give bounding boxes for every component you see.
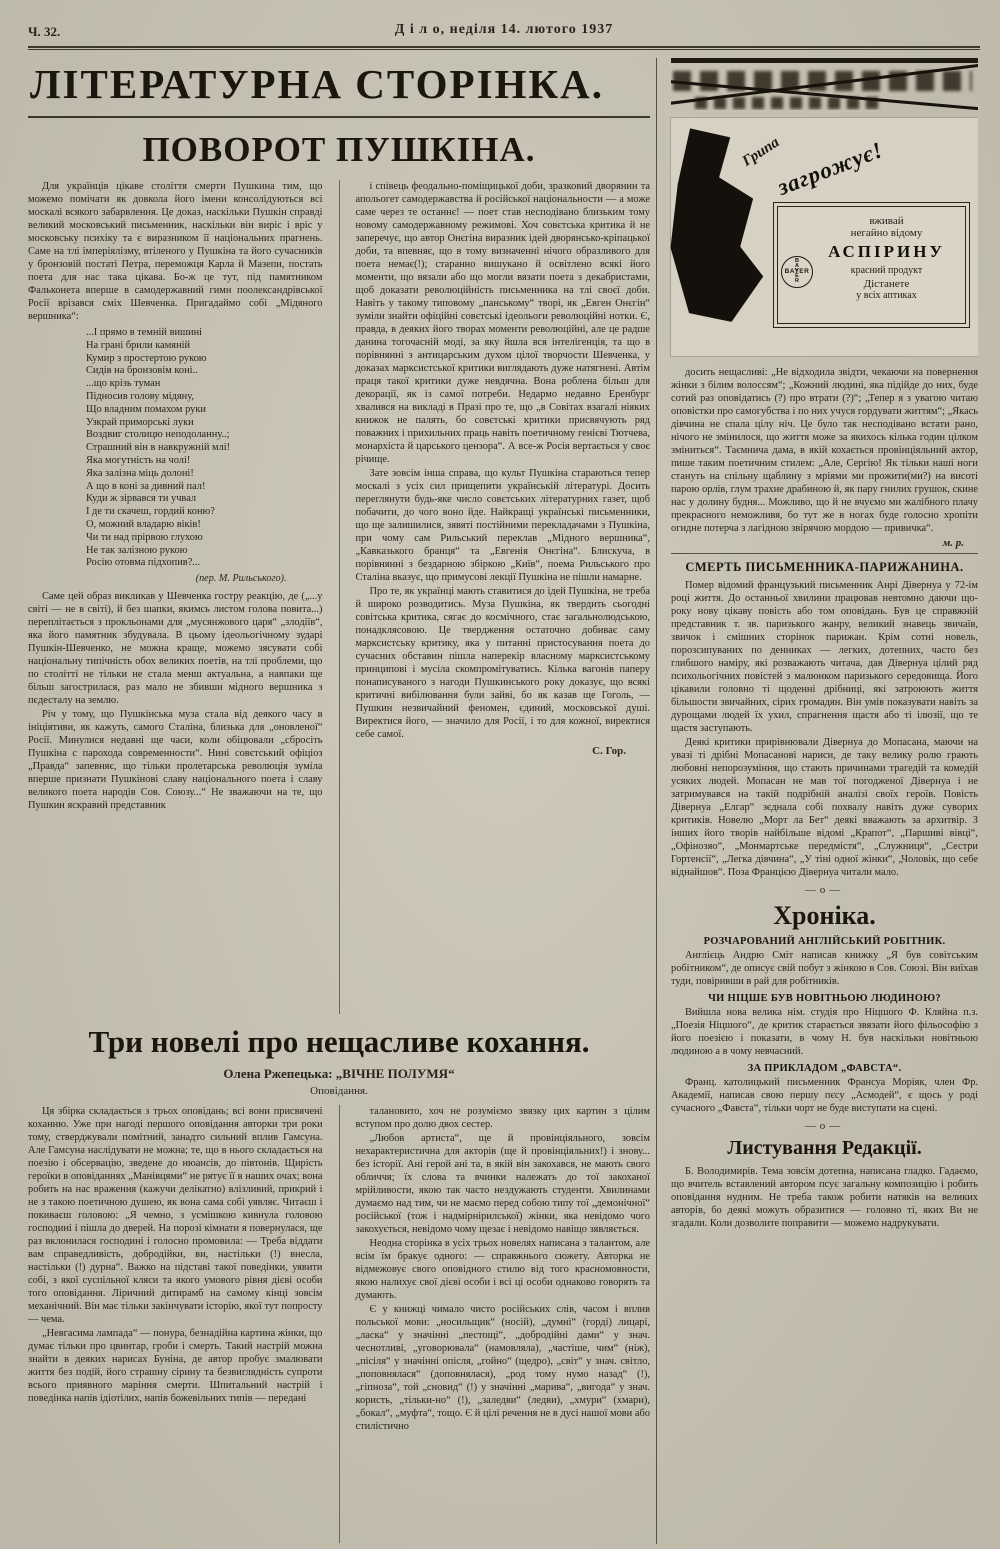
article-novels-col2	[339, 1105, 651, 1543]
poem-line: Страшний він в навкружній млі!	[86, 442, 231, 454]
pushkin-col1-intro	[28, 180, 323, 323]
poem-line: Кумир з простертою рукою	[86, 352, 207, 364]
article-pushkin-body	[28, 180, 650, 1014]
chronicle-item-heading: ЗА ПРИКЛАДОМ „ФАВСТА“.	[747, 1063, 902, 1074]
paragraph: і співець феодально-поміщицької доби, зразковий дворянин та апольогет самодержавства й російської національности — а може саме через те останнє! — поет став несподівано близьким тому новому самодержавному режимові. Хоч совєтська критика й не заперечує, що автор Онєгіна виразник ідей дворянсько-кріпацької доби, та впевняє, що в тому визначенні нічого образливого для поета немає(!); старанно вишукано й освітлено всякі його моменти, що вязали або що могли вязати поета з декабристами, щоб доказати революційність письменника на тлі своєї доби. Навіть у такому типовому „панському“ творі, як „Евген Онєгін“ зуміли знайти офіційні совєтські ідеольоги революційні нотки. Є, правда, в деяких його творах моменти революційні, але це радше данина тогочасній моді, за яку йшла вся інтелігенція, та що в порівнянні з антицарським духом цілої творчости Шевченка, у доказах марксистської критики виглядають дуже натягнені. Автім праця такої критики дуже невдячна. Вона роблена більш для декорації, як із самої потреби. Недармо недавно Еренбург хвалився на викладі в Празі про те, що „в Совітах взагалі ніяких книжок не палять, бо совєтські критики присвячують ряд поважних і прихильних праць навіть поетичному генієві Тютчева, монархіста й царського цензора“. А все-ж Росія вертається у своє річище.	[355, 181, 650, 465]
bayer-cross-icon	[781, 256, 813, 288]
poem-line: Не так залізною рукою	[86, 544, 188, 556]
paragraph: Зате зовсім інша справа, що культ Пушкіна стараються тепер москалі з усіх сил прищепити українській літературі. Досить переглянути будь-яке число совєтських літературних газет, щоб побачити, до чого воно йде. Найкращі українські письменники, що ще залишилися, зявяті постійними перекладачами з Пушкіна, при чому сам Рильський переклав „Мідного вершника“, „Кавказького бранця“ та „Евгенія Онєгіна“. Блискуча, в порівнянні з бездарною збіркою „Київ“, поема Рильського про Сталіна вказує, що примусові лекції Пушкіна не пішли намарне.	[355, 468, 650, 583]
chronicle-item-text: Вийшла нова велика нім. студія про Ніцшого Ф. Кляйна п.з. „Поезія Ніцшого“, де критик старається звязати його фільософію з його поезією і показати, в чому Н. був наскільки новітньою людиною а в чому невчасний.	[671, 1007, 978, 1057]
section-divider: —о—	[804, 884, 845, 896]
poem-line: Узкрай приморські луки	[86, 416, 194, 428]
paragraph: Про те, як українці мають ставитися до ідей Пушкіна, не треба й широко розводитись. Муза Пушкіна, як твердить сьогодні совітська критика, сягає до космічного, стає загальнолюдською, понадклясовою. Це твердження остаточно добиває саму марксистську критику, яка у питанні пристосування поета до сучасних обставин пішла наперекір власному марксистському принципові і мусіла скомпромітуватись. Кілька вагонів паперу понаписуваного з нагоди Пушкинського року доказує, що всякі критичні вибілювання були зайві, бо як казав ще Гоголь, — Пушкин незвичайний феномен, єдиний, московської душі. Виректися його, — значило для Росії, і то для кожної, виректися себе самої.	[355, 586, 650, 740]
ad-text-line: вживай	[869, 215, 904, 227]
poem-line: І де ти скачеш, гордий коню?	[86, 506, 215, 518]
poem-line: О, можний владарю віків!	[86, 518, 201, 530]
paragraph: талановито, хоч не розуміємо звязку цих картин з цілим вступом про долю двох сестер.	[355, 1106, 650, 1130]
section-title: ЛІТЕРАТУРНА СТОРІНКА.	[28, 58, 650, 118]
article-novels-title: Три новелі про нещасливе кохання.	[88, 1024, 590, 1059]
letters-text: Б. Володимирів. Тема зовсім дотепна, написана гладко. Гадаємо, що вчитель вставлений автором псує загальну композицію і робить оповідання нудним. Не треба також робити натяків на великих авторів, бо деякі можуть образитися — головно ті, яких Ви не згадали. Коли дозволите поправити — можемо надрукувати.	[671, 1166, 978, 1229]
blurred-headline-bar	[673, 71, 972, 91]
bayer-logo-horizontal: BAYER	[784, 268, 810, 276]
ad-box	[773, 202, 970, 328]
masthead: Д і л о, неділя 14. лютого 1937	[394, 22, 614, 37]
poem-attribution: (пер. М. Рильського).	[195, 573, 287, 585]
novels-col1-text	[28, 1105, 323, 1405]
poem-line: ...І прямо в темній вишині	[86, 327, 203, 338]
page-header	[28, 22, 980, 42]
novels-col2-text	[356, 1105, 651, 1433]
poem-line: Чи ти над прірвою глухою	[86, 531, 203, 543]
ad-product-name: АСПІРИНУ	[828, 242, 945, 261]
ad-text-line: красний продукт	[850, 265, 923, 276]
ad-slogan-line1: Грипа	[739, 134, 783, 170]
chronicle-item-heading: ЧИ НІЦШЕ БУВ НОВІТНЬОЮ ЛЮДИНОЮ?	[708, 993, 941, 1004]
poem-line: Яка залізна міць долоні!	[86, 467, 194, 479]
issue-number: Ч. 32.	[28, 24, 61, 39]
article-novels-col1	[28, 1105, 323, 1543]
paragraph: Для українців цікаве століття смерти Пушкина тим, що можемо помічати як довкола його імени консолідуються всі москалі всякого забарвлення. Це доказ, наскільки Пушкін справді великий московський письменник, наскільки він виріс і вріс у московську психіку та є виразником її національних прагнень. Саме на тлі імперіялізму, втіленого у Пушкіна та його сучасників у бронзовій постаті Петра, переможця Карла й Мазепи, постать поета для нас така цікава. Бо-ж це тут, під памятником Фальконета вперше в самодержавний гимн поолександрівської Росії врізався сміх Шевченка. Пригадаймо собі „Мідяного вершника“:	[28, 181, 323, 322]
paragraph: Деякі критики прирівнювали Дівернуа до Мопасана, маючи на увазі ті дрібні Мопасанові нариси, де таку велику ролю грають любовні непорозуміння, що стають причинами трагедій та комедій усяких людей. Мопасан не мав тої погодженої Дівернуа і не затримувався на такій подрібній аналізі своїх героїв. Повість Дівернуа „Елгар“ зєднала собі похвалу навіть дуже суворих критиків. Новелю „Морт ла Бет“ деякі вважають за архитвір. З інших його творів найбільше відомі „Крапот“, „Паршиві вівці“, „Офінозяо“, „Монмартське передмістя“, „Служниця“, „Сестри Гортенсії“, „Легка дівчина“, „У тіні одної жінки“, „Чоловік, що себе віднайшов“. Поза Францією Дівернуа читали мало.	[671, 737, 978, 878]
obituary-title: СМЕРТЬ ПИСЬМЕННИКА-ПАРИЖАНИНА.	[685, 560, 964, 574]
poem-line: Воздвиг столицю неподоланну..;	[86, 429, 230, 441]
paragraph: Ця збірка складається з трьох оповідань; всі вони присвячені коханню. Уже при нагоді першого оповідання авторки три роки тому, стверджували помітний, занадто сильний вплив Гамсуна. Але Гамсуна наслідувати не можна; те, що в нього складається на поезію і обсервацію, зведене до нюансів, до півтонів. Щирість героїки в оповіданнях „Манівцями“ не рятує її в наших очах; вона робить на нас враження (кажучи делікатно) влізливий, прикрий і не з такою поетичною душею, як вона сама собі уявляє. Читаєш і покиваєш головою: „Я чемно, з усмішкою кивнула головою господині і пішла до дверей. На порозі кімнати я повернулася, ще раз вклонилася господині і голосно промовила: — Треба віддати вам справедливість, добродійки, ви, настільки (!) внесла, настільки (!) дурна“. Важко на підставі такої поведінки, уявити собі, з якої суспільної кляси та якого умового рівня дієві особи того оповідання. Ліричний дитирамб на самому кінці зовсім механічний. Він має тільки закінчувати історію, якої тут попросту — чема.	[28, 1106, 323, 1325]
article-novels-body	[28, 1105, 650, 1543]
poem-line: А що в коні за дивний пал!	[86, 480, 206, 492]
poem-line: На грані брили камяній	[86, 339, 191, 351]
poem-line: Підносив голову мідяну,	[86, 390, 194, 402]
adjacent-column-fragment	[671, 58, 978, 110]
paragraph: „Любов артиста“, ще й провінціяльного, зовсім нехарактеристична для акторів (ще й провінціяльних!) і знову... без історії. Ані герой ані та, в якій він закохався, не мають свого обличчя; їх слова та вчинки належать до тої закоханої мрійливости, якою так часто нездужають студенти. Хвилинами думаємо над тим, чи не маємо перед собою типу тої „демонічної“ російської (тож і надмірнірилської) жінки, яка невідомо чого закохується, невідомо чому щезає і невідомо навіщо зявляється.	[355, 1133, 650, 1235]
article-novels-byline: Олена Ржепецька: „ВІЧНЕ ПОЛУМЯ“	[223, 1066, 455, 1081]
poem-line: ...що крізь туман	[86, 378, 161, 390]
paragraph: Помер відомий французький письменник Анрі Дівернуа у 72-ім році життя. До останньої хвилини працював невтомно даючи що-року нову цікаву повість або том оповідань. Був це справжній представник т. зв. паризького жанру, великий знавець звичаїв, звичок і смішних сторінок парижан. Крім сотні новель, порозсипуваних по денниках — легких, дотепних, часто без глибшого наміру, які розважають читача, дав Дівернуа цілий ряд психольогічних повістей з малюнком паризького середовища. Його цікавили головно ті щоденні дрібниці, які затроюють життя більшости звичайних, сірих громадян. Він умів показувати навіть за дурощами людей їх ухил, спрагнення щастя або ті ілюзії, що те щастя заступають.	[671, 580, 978, 734]
main-section	[28, 58, 650, 1543]
section-divider: —о—	[804, 1120, 845, 1132]
aspirin-ad	[671, 118, 978, 356]
poem-line: Куди ж зірвався ти учвал	[86, 493, 197, 505]
author-signature: С. Гор.	[592, 745, 626, 757]
poem-line: Росію отовма підхопив?...	[86, 557, 201, 569]
review-continuation	[671, 366, 978, 535]
poem-line: Яка могутність на чолі!	[86, 454, 191, 466]
paragraph: Неодна сторінка в усіх трьох новелях написана з талантом, але всім їм бракує одного: — справжнього сюжету. Авторка не відмежовує свого оповідного стилю від того красномовности, якою налихує свої дієві особи і всі ці особи однаково говорять та думають.	[355, 1238, 650, 1301]
right-column	[656, 58, 978, 1544]
article-pushkin-col2	[339, 180, 651, 1014]
header-rule	[28, 46, 980, 50]
paragraph: досить нещасливі: „Не відходила звідти, чекаючи на повернення жінки з білим волоссям“; „Кожний людині, яка підійде до них, буде сотий раз оповідатись (?) про втрати (?)“; „Тепер я з увагою читаю оповістки про самогубства і по них учуся гордувати життям“; „Якась дівчина не спала цілу ніч. Це було так несподівано встати рано, нічого не змінилося, що життя може за якихось кілька годин цілком зміниться“. Таємнича дама, в якій кохається провінціяльний актор, пише таким поетичним стилем: „Але, Сергію! Як тільки наші ноги стануть на спільну щаблину з мріями ми прожити(ми?) на висоті парою орлів, глум трахне драбиною й, як пару гнилих грушок, скине нас у долину будня... Можливо, що й не вчуємо ми жалібного плачу прекрасного неможливя, бо тут же в ногах буде голосно хропіти огидне потерча з лагідною звірячою мордою — привичка“.	[671, 367, 978, 534]
paragraph: Є у книжці чимало чисто російських слів, часом і вплив польської мови: „носильщик“ (носій), „думні“ (горді) лицарі, „ласка“ у значінні „пестощі“, „добродійні дами“ у знач. чеснотливі, „уговорювала“ (намовляла), „частіше, чим“ (ніж), „пісіля“ у значінні опісля, „гойно“ (щедро), „світ“ у знач. світло, „поповнялася“ (доповнялася), „род тому нумо назад“ (!), „гіпноза“, той „сновид“ (!) у значінні „марива“, „вигода“ у знач. користь, „тільки-но“ (!), „заледви“ (ледви), „хмури“ (хмари), „бокал“, „муфта“, тощо. Є й цілі речення не в дусі нашої мови або стилістично	[355, 1304, 650, 1432]
bayer-logo-vertical: BAYER	[794, 258, 800, 284]
ad-text-line: Дістанете	[863, 278, 910, 290]
obituary-text	[671, 579, 978, 879]
column-rule	[671, 553, 978, 554]
letters-title: Листування Редакції.	[727, 1137, 922, 1159]
poem-quote	[86, 327, 323, 570]
chronicle-item-text: Англієць Андрю Сміт написав книжку „Я був совітським робітником“, де описує свій побут з жінкою в Сов. Союзі. Він виїхав туди, повіривши в рай для робітників.	[671, 950, 978, 987]
poem-line: Що владним помахом руки	[86, 403, 206, 415]
chronicle-item-text: Франц. католицький письменник Франсуа Моріяк, член Фр. Академії, написав свою першу пєсу „Асмодей“, є щось у роді сучасного „Фавста“, тільки чорт не буде виступати на сцені.	[671, 1077, 978, 1114]
paragraph: Саме цей образ викликав у Шевченка гостру реакцію, де („...у світі — не в світі), й без шапки, якимсь листом голова повита...) переплітається з прокльонами для „мусянжового царя“ „злодіїв“, яка його памятник збудувала. В цьому ідеольогічному зударі Пушкін-Шевченко, не можна краще, можемо зясувати собі національну типічність обох великих поетів, на тлі проблеми, що по столітті не тільки не стала менш актуальна, а навпаки ще більш загострилася, раз мало не збивши мідного вершника з пєдесталу на землю.	[28, 591, 323, 707]
chronicle-item-heading: РОЗЧАРОВАНИЙ АНГЛІЙСЬКИЙ РОБІТНИК.	[703, 936, 946, 947]
article-pushkin-title: ПОВОРОТ ПУШКІНА.	[142, 130, 536, 169]
pushkin-col1-rest	[28, 590, 323, 812]
article-novels-subtitle: Оповідання.	[310, 1085, 368, 1097]
paragraph: Річ у тому, що Пушкінська муза стала від деякого часу в ініціятиви, як кажуть, самого Сталіна, близька для „оновленої“ Росії. Минулися недавні ще часи, коли обіцювали „сбросіть Пушкіна с парохода современности“. Нині совєтський офіціоз „Правда“ запевняє, що тільки пролетарська революція зуміла вперше признати Пушкінові славу національного поета і славу великого поета народів Сов. Союзу...“ Не зважаючи на те, що Пушкин яскравий представник	[28, 709, 323, 812]
paragraph: „Невгасима лампада“ — понура, безнадійна картина жінки, що думає тільки про цвинтар, гроби і смерть. Такий настрій можна знайти в деяких нарисах Буніна, де автор пробує змалювати життя без подій, його страшну сірину та безвиглядність супроти всього приявного маріння смерти. Шпитальний настрій і поведінка напів ідіотілих, напів божевільних типів — передані	[28, 1328, 323, 1404]
ad-text-line: негайно відому	[850, 227, 923, 239]
poem-line: Сидів на бронзовім коні..	[86, 365, 198, 377]
chronicle-title: Хроніка.	[773, 901, 876, 930]
reviewer-initials: м. р.	[942, 537, 964, 549]
article-pushkin-col1	[28, 180, 323, 1014]
ad-text-line: у всіх аптиках	[856, 290, 917, 301]
pushkin-col2-text	[356, 180, 651, 741]
ad-slogan-line2: загрожує!	[774, 136, 887, 201]
